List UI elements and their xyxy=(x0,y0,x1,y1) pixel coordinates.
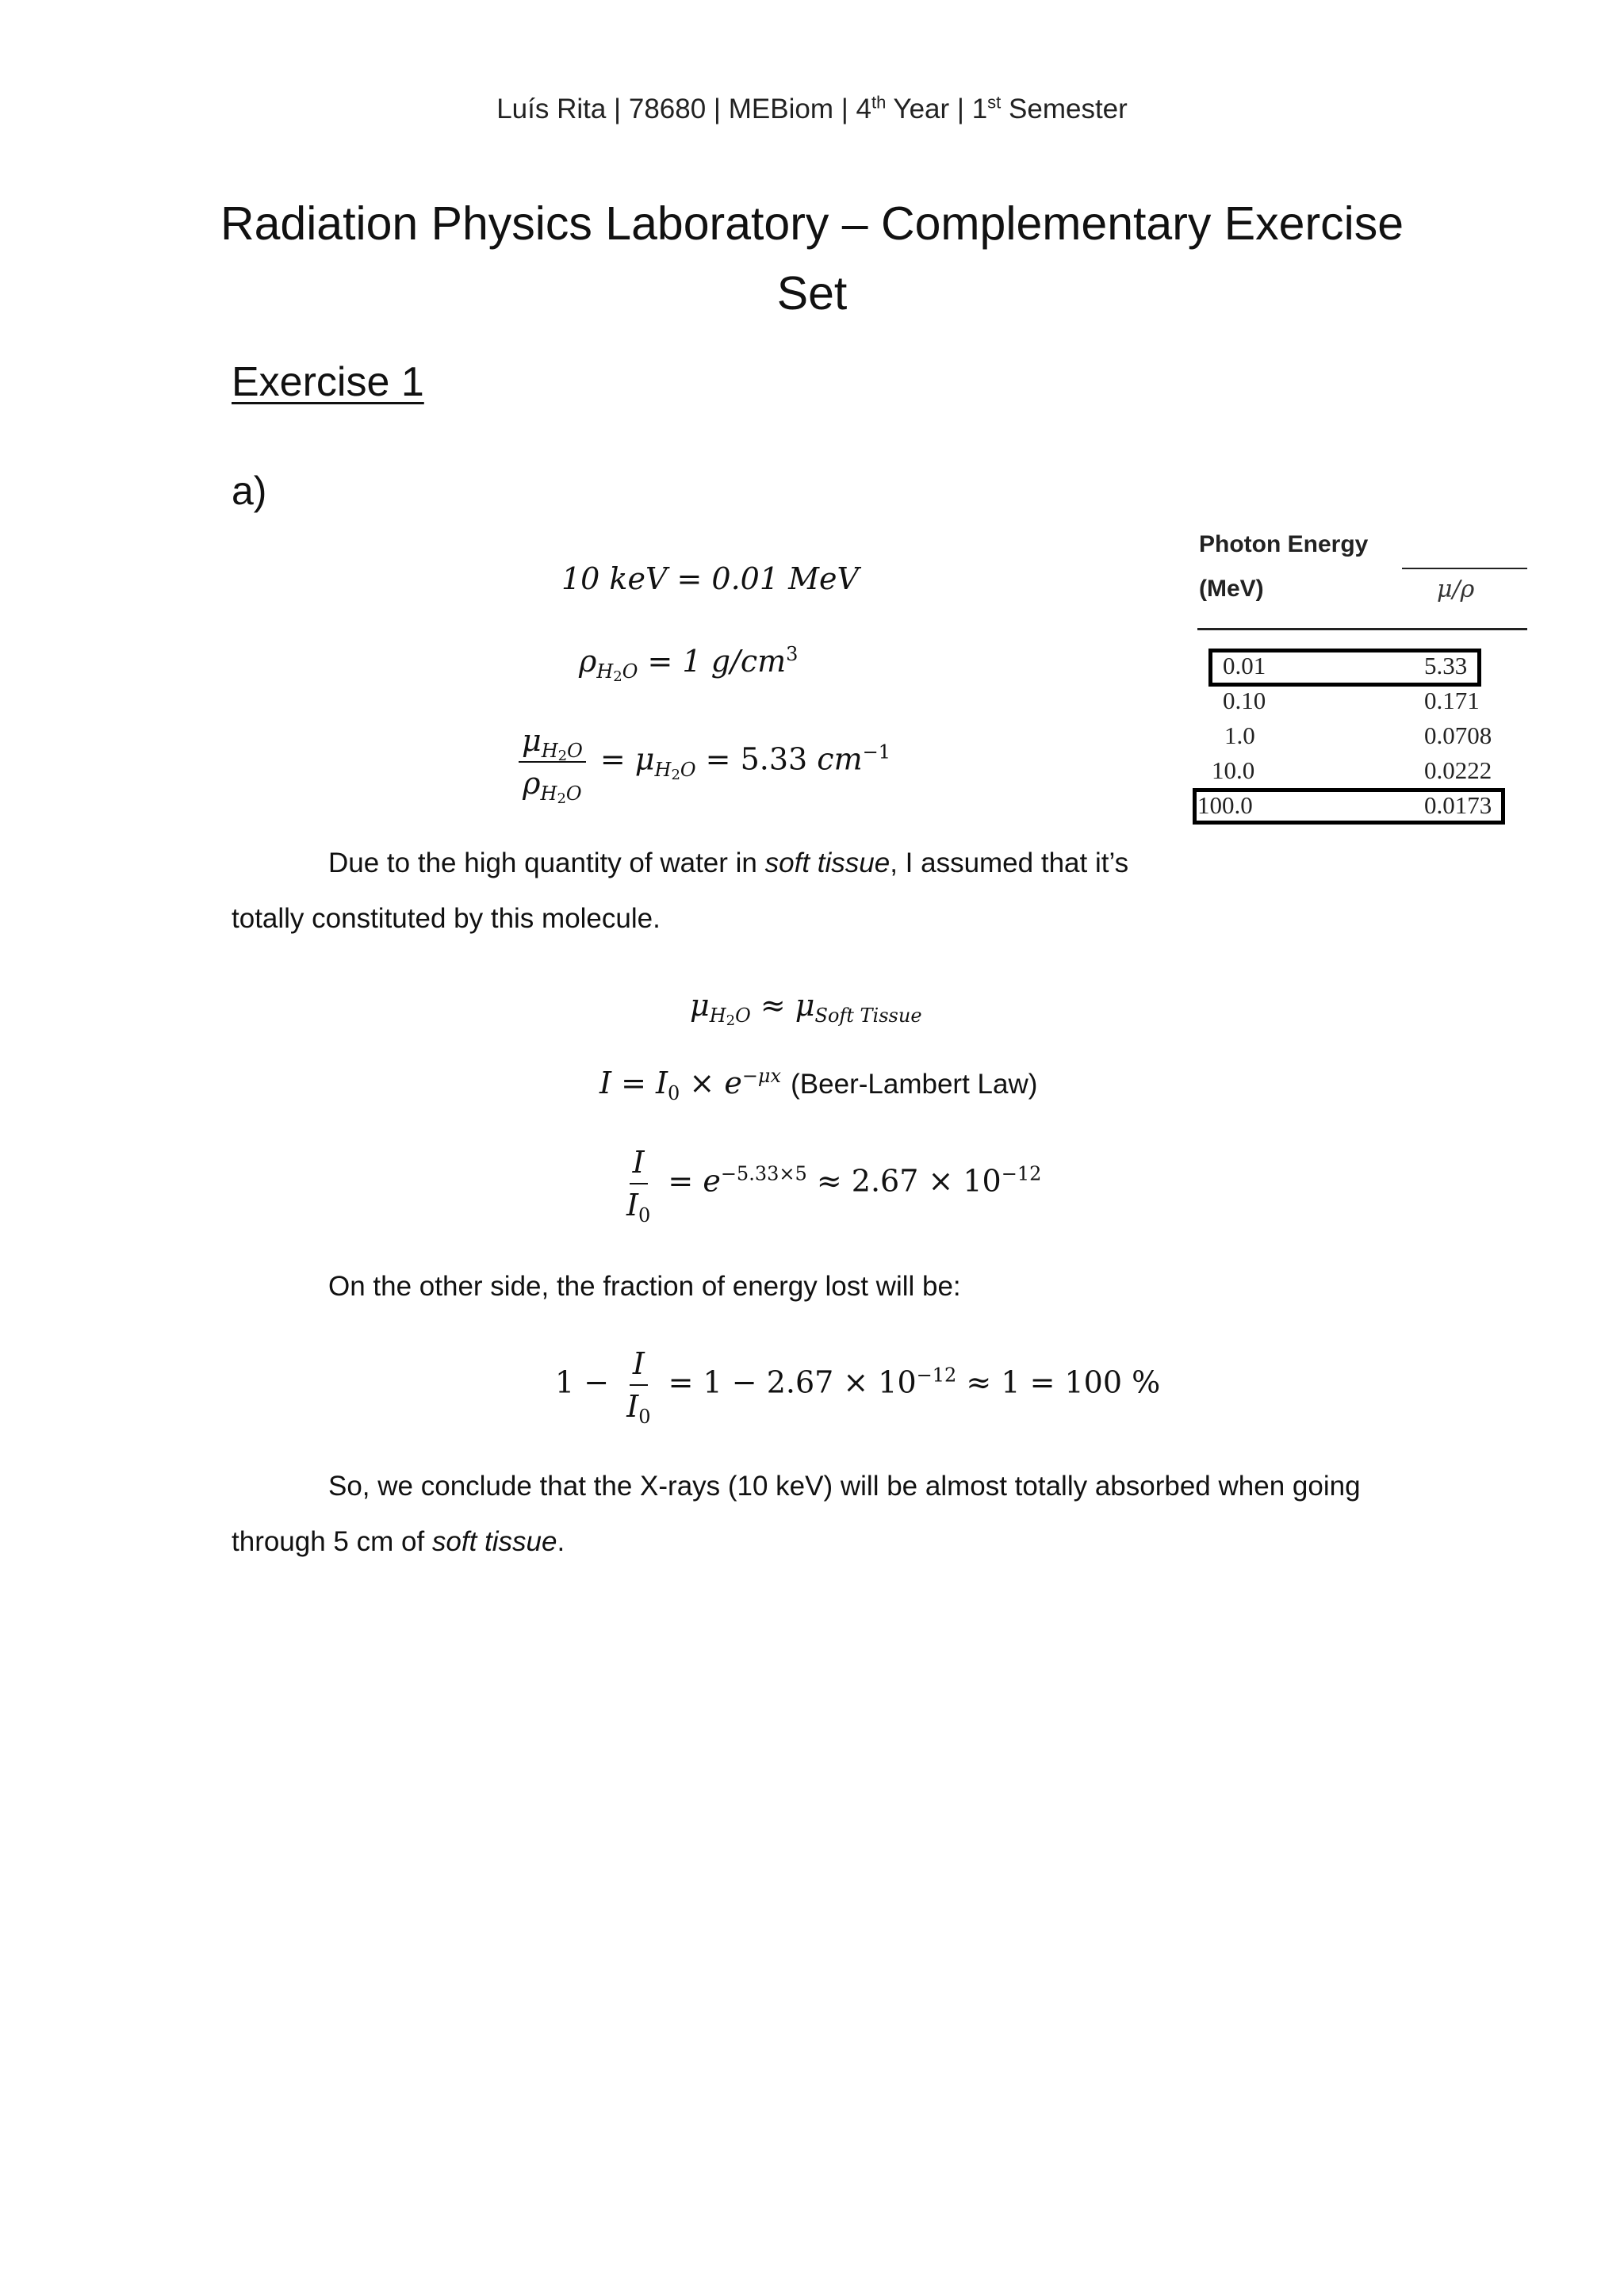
table-cell-energy: 100.0 xyxy=(1197,791,1253,819)
subsection-label: a) xyxy=(232,469,267,513)
title-line-1: Radiation Physics Laboratory – Complementary Exercise xyxy=(220,197,1404,250)
table-header-mu-rho: μ/ρ xyxy=(1437,576,1475,603)
attenuation-table xyxy=(1189,528,1530,829)
equation-energy: 10 keV = 0.01 MeV xyxy=(561,561,859,596)
paragraph-energy-lost: On the other side, the fraction of energy lost will be: xyxy=(328,1271,961,1302)
fraction-i-i0: $\frac{I}{I_0}$ xyxy=(626,1145,651,1226)
section-heading: Exercise 1 xyxy=(232,359,424,405)
emphasis-soft-tissue-2: soft tissue xyxy=(431,1526,557,1557)
table-cell-energy: 1.0 xyxy=(1224,721,1255,749)
equation-energy-lost: 1 − $\frac{I}{I_0}$ = $1 - 2.67 \times 10^{-12} \approx 1 = 100$ % xyxy=(555,1346,1161,1428)
header-author: Luís Rita | 78680 | MEBiom | 4 xyxy=(496,94,871,124)
emphasis-soft-tissue: soft tissue xyxy=(764,848,891,878)
equation-attenuation: $\frac{\mu_{H_2O}}{\rho_{H_2O}}$ = $\mu_{H_2O} = 5.33$ $cm^{-1}$ xyxy=(514,723,891,801)
equation-approx: $\mu_{H_2O} \approx \mu_{Soft Tissue}$ xyxy=(690,988,922,1029)
table-cell-mu-rho: 5.33 xyxy=(1424,652,1468,679)
table-cell-energy: 10.0 xyxy=(1212,756,1255,784)
title-line-2: Set xyxy=(776,267,848,320)
fraction-i-i0-2: $\frac{I}{I_0}$ xyxy=(626,1346,651,1428)
conclusion-line-1: So, we conclude that the X-rays (10 keV) will be almost totally absorbed when going xyxy=(328,1471,1361,1502)
table-cell-energy: 0.01 xyxy=(1223,652,1266,679)
header-sup-th: th xyxy=(871,92,887,113)
table-cell-mu-rho: 0.0173 xyxy=(1424,791,1492,819)
table-cell-energy: 0.10 xyxy=(1223,687,1266,714)
header-sup-st: st xyxy=(987,92,1002,113)
fraction-mu-rho: $\frac{\mu_{H_2O}}{\rho_{H_2O}}$ xyxy=(519,723,586,801)
document-title xyxy=(198,189,1426,328)
header-mid: Year | 1 xyxy=(886,94,988,124)
paragraph-line-2: totally constituted by this molecule. xyxy=(232,903,661,934)
table-cell-mu-rho: 0.0708 xyxy=(1424,721,1492,749)
beer-lambert-label: (Beer-Lambert Law) xyxy=(791,1069,1038,1100)
equation-intensity-ratio: $\frac{I}{I_0}$ = $e^{-5.33\times 5} \approx 2.67 \times 10^{-12}$ xyxy=(619,1145,1041,1223)
paragraph-assumption: Due to the high quantity of water in soft tissue, I assumed that it’s totally constituted by this molecule. xyxy=(232,836,1392,947)
equation-beer-lambert: $I = I_0 \times e^{-\mu x}$ (Beer-Lambert Law) xyxy=(599,1065,1038,1104)
equation-density: $\rho_{H_2O} = 1$ $g/cm^3$ xyxy=(579,643,799,685)
paragraph-conclusion: So, we conclude that the X-rays (10 keV) will be almost totally absorbed when going through 5 cm of soft tissue. xyxy=(232,1459,1392,1570)
table-header-mev: (MeV) xyxy=(1199,576,1264,602)
page-header xyxy=(0,94,1624,125)
table-header-photon-energy: Photon Energy xyxy=(1199,531,1369,557)
table-cell-mu-rho: 0.0222 xyxy=(1424,756,1492,784)
table-cell-mu-rho: 0.171 xyxy=(1424,687,1480,714)
table-header-rule xyxy=(1402,568,1527,569)
table-rule xyxy=(1197,628,1527,630)
header-end: Semester xyxy=(1001,94,1128,124)
